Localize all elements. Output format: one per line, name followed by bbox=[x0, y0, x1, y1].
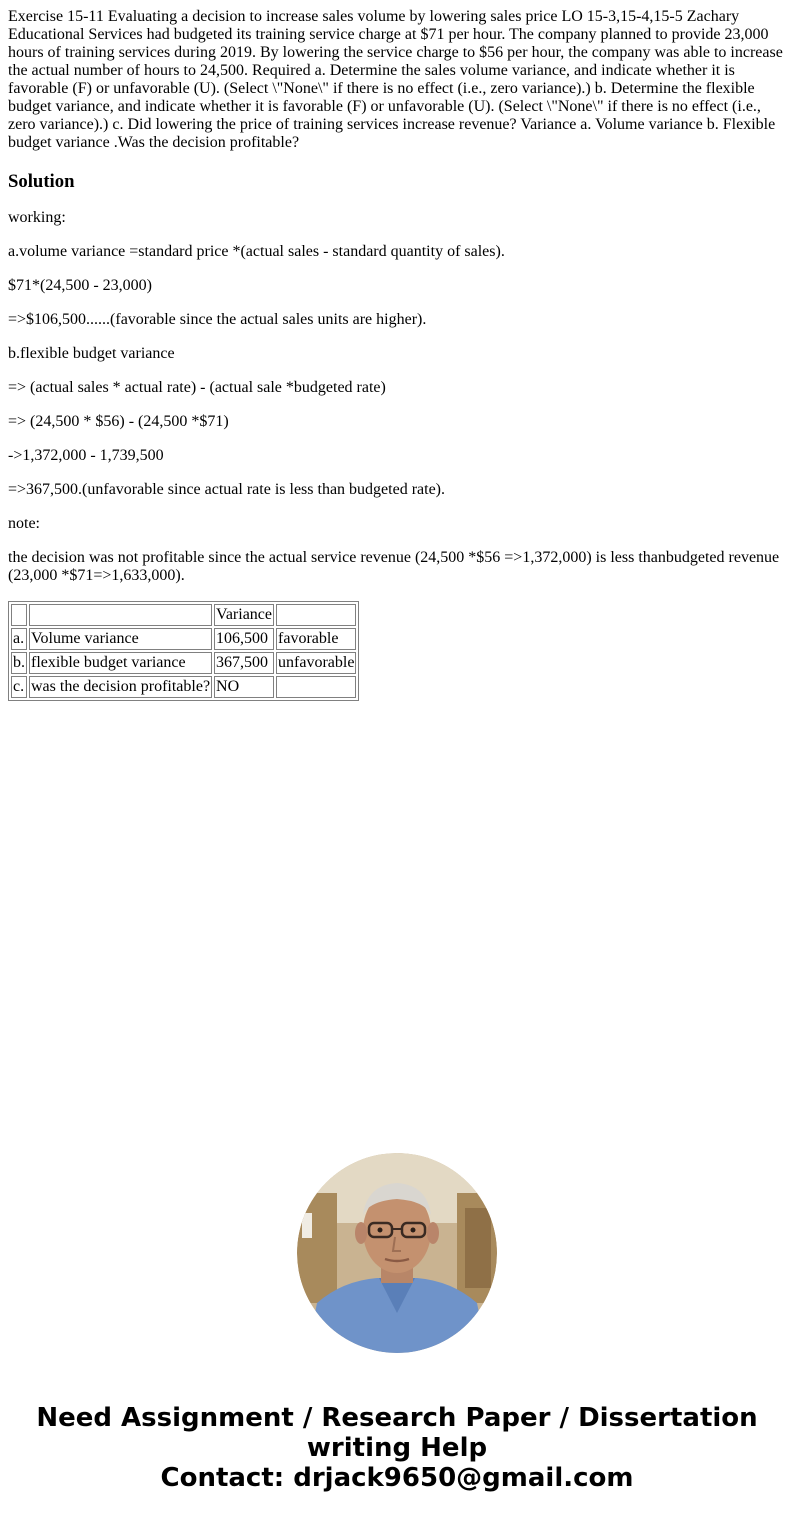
row-status bbox=[276, 676, 356, 698]
table-row bbox=[11, 652, 356, 674]
row-label: a. bbox=[11, 628, 27, 650]
table-row bbox=[11, 676, 356, 698]
solution-line: note: bbox=[8, 515, 40, 532]
footer-line: Need Assignment / Research Paper / Dissertation bbox=[36, 1403, 758, 1433]
solution-line: a.volume variance =standard price *(actual sales - standard quantity of sales). bbox=[8, 243, 505, 260]
row-status: favorable bbox=[276, 628, 356, 650]
solution-line: b.flexible budget variance bbox=[8, 345, 175, 362]
table-header-row bbox=[11, 604, 356, 626]
solution-line: the decision was not profitable since the actual service revenue (24,500 *$56 =>1,372,000) is less thanbudgeted revenue (23,000 *$71=>1,633,000). bbox=[8, 549, 780, 584]
solution-heading: Solution bbox=[8, 171, 75, 192]
row-description: flexible budget variance bbox=[29, 652, 212, 674]
document-content bbox=[8, 8, 786, 701]
row-value: NO bbox=[214, 676, 274, 698]
table-row bbox=[11, 628, 356, 650]
footer-line: writing Help bbox=[306, 1433, 488, 1463]
row-description: Volume variance bbox=[29, 628, 212, 650]
solution-line: => (actual sales * actual rate) - (actual sale *budgeted rate) bbox=[8, 379, 386, 396]
table-header-variance: Variance bbox=[214, 604, 274, 626]
row-label: c. bbox=[11, 676, 27, 698]
solution-line: =>$106,500......(favorable since the actual sales units are higher). bbox=[8, 311, 427, 328]
solution-line: working: bbox=[8, 209, 66, 226]
row-value: 367,500 bbox=[214, 652, 274, 674]
table-cell bbox=[29, 604, 212, 626]
question-text: Exercise 15-11 Evaluating a decision to increase sales volume by lowering sales price LO 15-3,15-4,15-5 Zachary Educational Services had budgeted its training service charge at $71 per hour. The company planned to provide 23,000 hours of training services during 2019. By lowering the service charge to $56 per hour, the company was able to increase the actual number of hours to 24,500. Required a. Determine the sales volume variance, and indicate whether it is favorable (F) or unfavorable (U). (Select \"None\" if there is no effect (i.e., zero variance).) b. Determine the flexible budget variance, and indicate whether it is favorable (F) or unfavorable (U). (Select \"None\" if there is no effect (i.e., zero variance).) c. Did lowering the price of training services increase revenue? Variance a. Volume variance b. Flexible budget variance .Was the decision profitable? bbox=[8, 8, 783, 151]
solution-line: $71*(24,500 - 23,000) bbox=[8, 277, 152, 294]
answer-table bbox=[8, 601, 359, 701]
author-avatar bbox=[297, 1153, 497, 1353]
row-status: unfavorable bbox=[276, 652, 356, 674]
row-description: was the decision profitable? bbox=[29, 676, 212, 698]
author-portrait-image bbox=[297, 1153, 497, 1353]
solution-line: => (24,500 * $56) - (24,500 *$71) bbox=[8, 413, 229, 430]
row-label: b. bbox=[11, 652, 27, 674]
row-value: 106,500 bbox=[214, 628, 274, 650]
table-cell bbox=[11, 604, 27, 626]
table-cell bbox=[276, 604, 356, 626]
footer-contact: Contact: drjack9650@gmail.com bbox=[160, 1463, 634, 1493]
footer-banner bbox=[0, 1403, 794, 1493]
solution-line: =>367,500.(unfavorable since actual rate is less than budgeted rate). bbox=[8, 481, 445, 498]
solution-line: ->1,372,000 - 1,739,500 bbox=[8, 447, 164, 464]
